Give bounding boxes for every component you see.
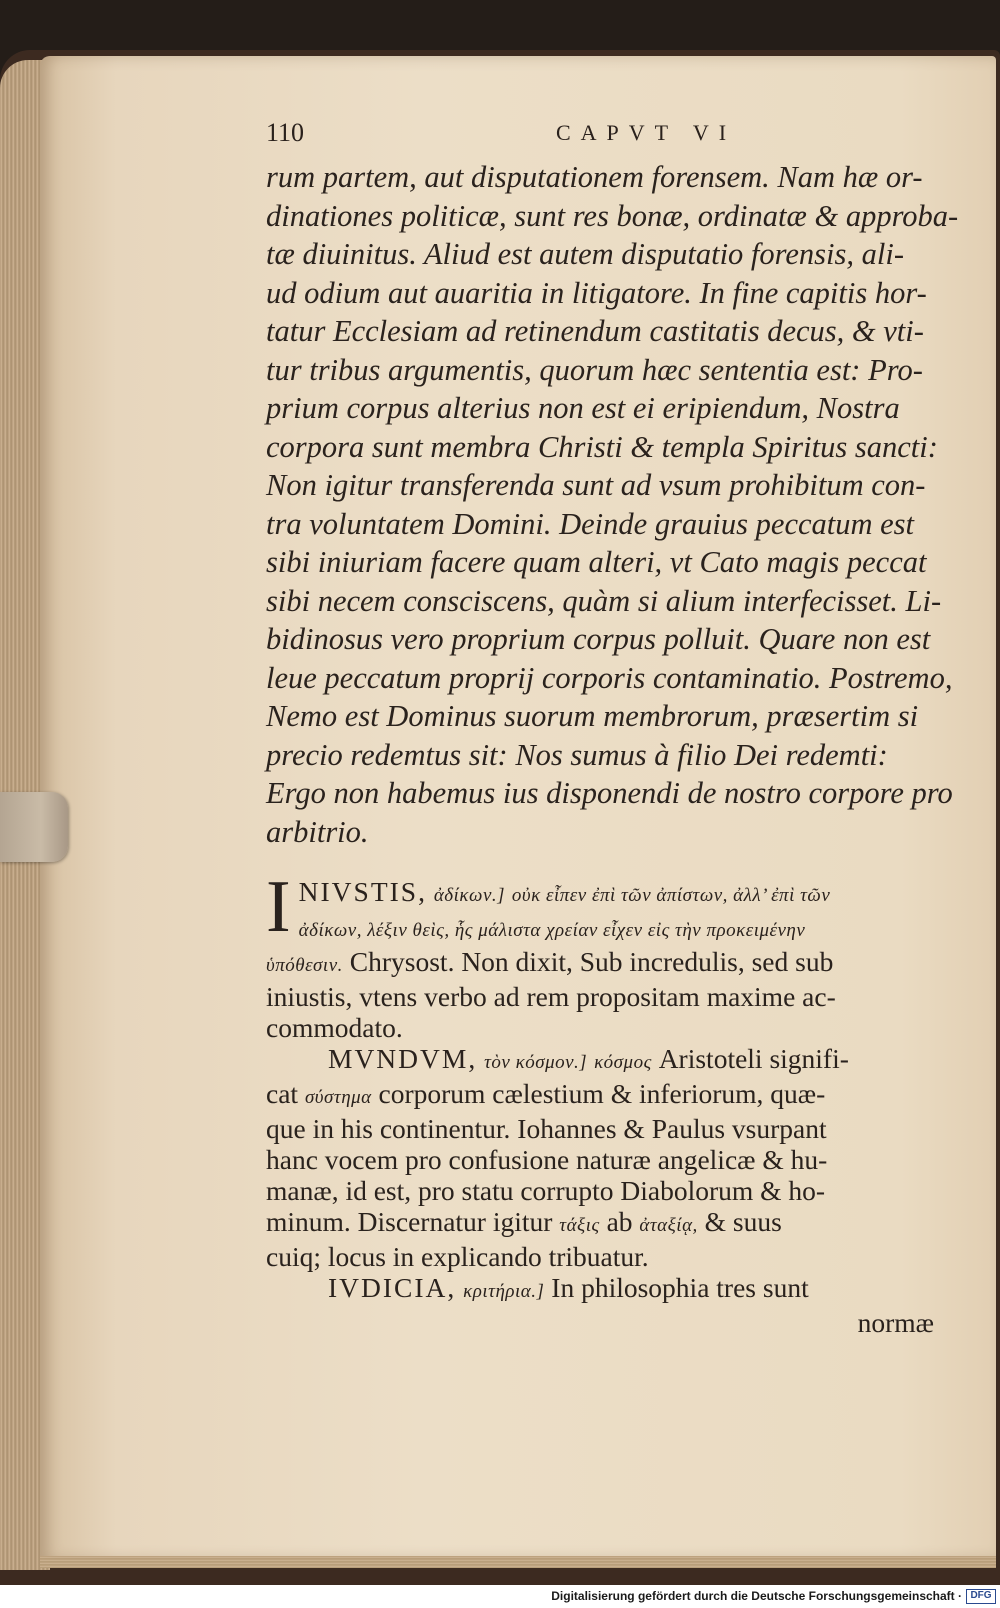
text-line: sibi necem consciscens, quàm si alium interfecisset. Li- — [266, 583, 942, 618]
text-line: arbitrio. — [266, 814, 369, 849]
italic-paragraph — [266, 158, 959, 851]
text-line: corpora sunt membra Christi & templa Spiritus sancti: — [266, 429, 938, 464]
text-line: & suus — [704, 1206, 782, 1237]
text-line: dinationes politicæ, sunt res bonæ, ordinatæ & approba- — [266, 198, 959, 233]
greek-quote: ὑπόθεσιν. — [266, 955, 343, 976]
lemma: MVNDVM, — [328, 1043, 478, 1074]
greek-term: ἀταξίᾳ, — [639, 1215, 698, 1236]
text-line: ab — [606, 1206, 633, 1237]
text-line: Ergo non habemus ius disponendi de nostro corpore pro — [266, 776, 953, 810]
text-line: In philosophia tres sunt — [551, 1272, 809, 1303]
drop-capital: I — [266, 866, 291, 948]
text-line: ud odium aut auaritia in litigatore. In fine capitis hor- — [266, 275, 927, 310]
greek-lemma: τὸν κόσμον.] — [484, 1052, 588, 1073]
text-line: iniustis, vtens verbo ad rem propositam maxime ac- — [266, 981, 836, 1012]
footer-bar — [0, 1585, 1000, 1608]
bottom-page-edges — [40, 1556, 996, 1568]
text-line: manæ, id est, pro statu corrupto Diabolorum & ho- — [266, 1175, 826, 1206]
text-line: que in his continentur. Iohannes & Paulus vsurpant — [266, 1113, 827, 1144]
text-line: Chrysost. Non dixit, Sub incredulis, sed sub — [349, 946, 834, 977]
text-line: bidinosus vero proprium corpus polluit. Quare non est — [266, 622, 931, 656]
lemma: IVDICIA, — [328, 1272, 457, 1303]
greek-term: κόσμος — [594, 1052, 652, 1073]
text-line: cuiq; locus in explicando tribuatur. — [266, 1241, 649, 1272]
greek-lemma: κριτήρια.] — [463, 1281, 545, 1302]
text-line: prium corpus alterius non est ei eripiendum, Nostra — [266, 391, 900, 425]
text-line: rum partem, aut disputationem forensem. Nam hæ or- — [266, 160, 923, 194]
dfg-logo: DFG — [966, 1589, 996, 1604]
greek-quote: ἀδίκων, λέξιν θεὶς, ἧς μάλιστα χρείαν εἶχεν εἰς τὴν προκειμένην — [298, 920, 806, 941]
text-line: hanc vocem pro confusione naturæ angelicæ & hu- — [266, 1144, 828, 1175]
text-line: cat — [266, 1078, 299, 1109]
page-header — [266, 118, 826, 158]
page-number: 110 — [266, 118, 305, 147]
text-line: precio redemtus sit: Nos sumus à filio Dei redemti: — [266, 737, 888, 772]
text-line: Aristoteli signifi- — [658, 1043, 849, 1074]
page-clip — [0, 792, 68, 862]
text-line: tatur Ecclesiam ad retinendum castitatis decus, & vti- — [266, 314, 924, 348]
text-line: tra voluntatem Domini. Deinde grauius peccatum est — [266, 506, 915, 541]
text-line: commodato. — [266, 1012, 403, 1043]
text-line: sibi iniuriam facere quam alteri, vt Cato magis peccat — [266, 545, 927, 579]
commentary-section — [266, 866, 952, 1338]
commentary-injustis — [266, 866, 952, 1043]
commentary-mundum — [266, 1043, 952, 1272]
running-title: CAPVT VI — [556, 120, 737, 145]
text-line: corporum cælestium & inferiorum, quæ- — [378, 1078, 826, 1109]
text-line: leue peccatum proprij corporis contaminatio. Postremo, — [266, 660, 953, 695]
greek-term: τάξις — [559, 1215, 600, 1236]
text-line: Nemo est Dominus suorum membrorum, præsertim si — [266, 699, 919, 733]
digitization-credit: Digitalisierung gefördert durch die Deutsche Forschungsgemeinschaft · — [551, 1589, 962, 1603]
text-line: minum. Discernatur igitur — [266, 1206, 553, 1237]
greek-term: σύστημα — [304, 1087, 372, 1108]
lemma: NIVSTIS, — [298, 876, 427, 907]
text-line: tæ diuinitus. Aliud est autem disputatio forensis, ali- — [266, 237, 904, 271]
catchword: normæ — [857, 1307, 934, 1338]
text-line: Non igitur transferenda sunt ad vsum prohibitum con- — [266, 468, 926, 502]
commentary-judicia — [266, 1272, 952, 1338]
greek-lemma: ἀδίκων.] — [433, 885, 506, 906]
text-line: tur tribus argumentis, quorum hæc sententia est: Pro- — [266, 352, 923, 387]
greek-quote: οὐκ εἶπεν ἐπὶ τῶν ἀπίστων, ἀλλ’ ἐπὶ τῶν — [511, 885, 831, 906]
